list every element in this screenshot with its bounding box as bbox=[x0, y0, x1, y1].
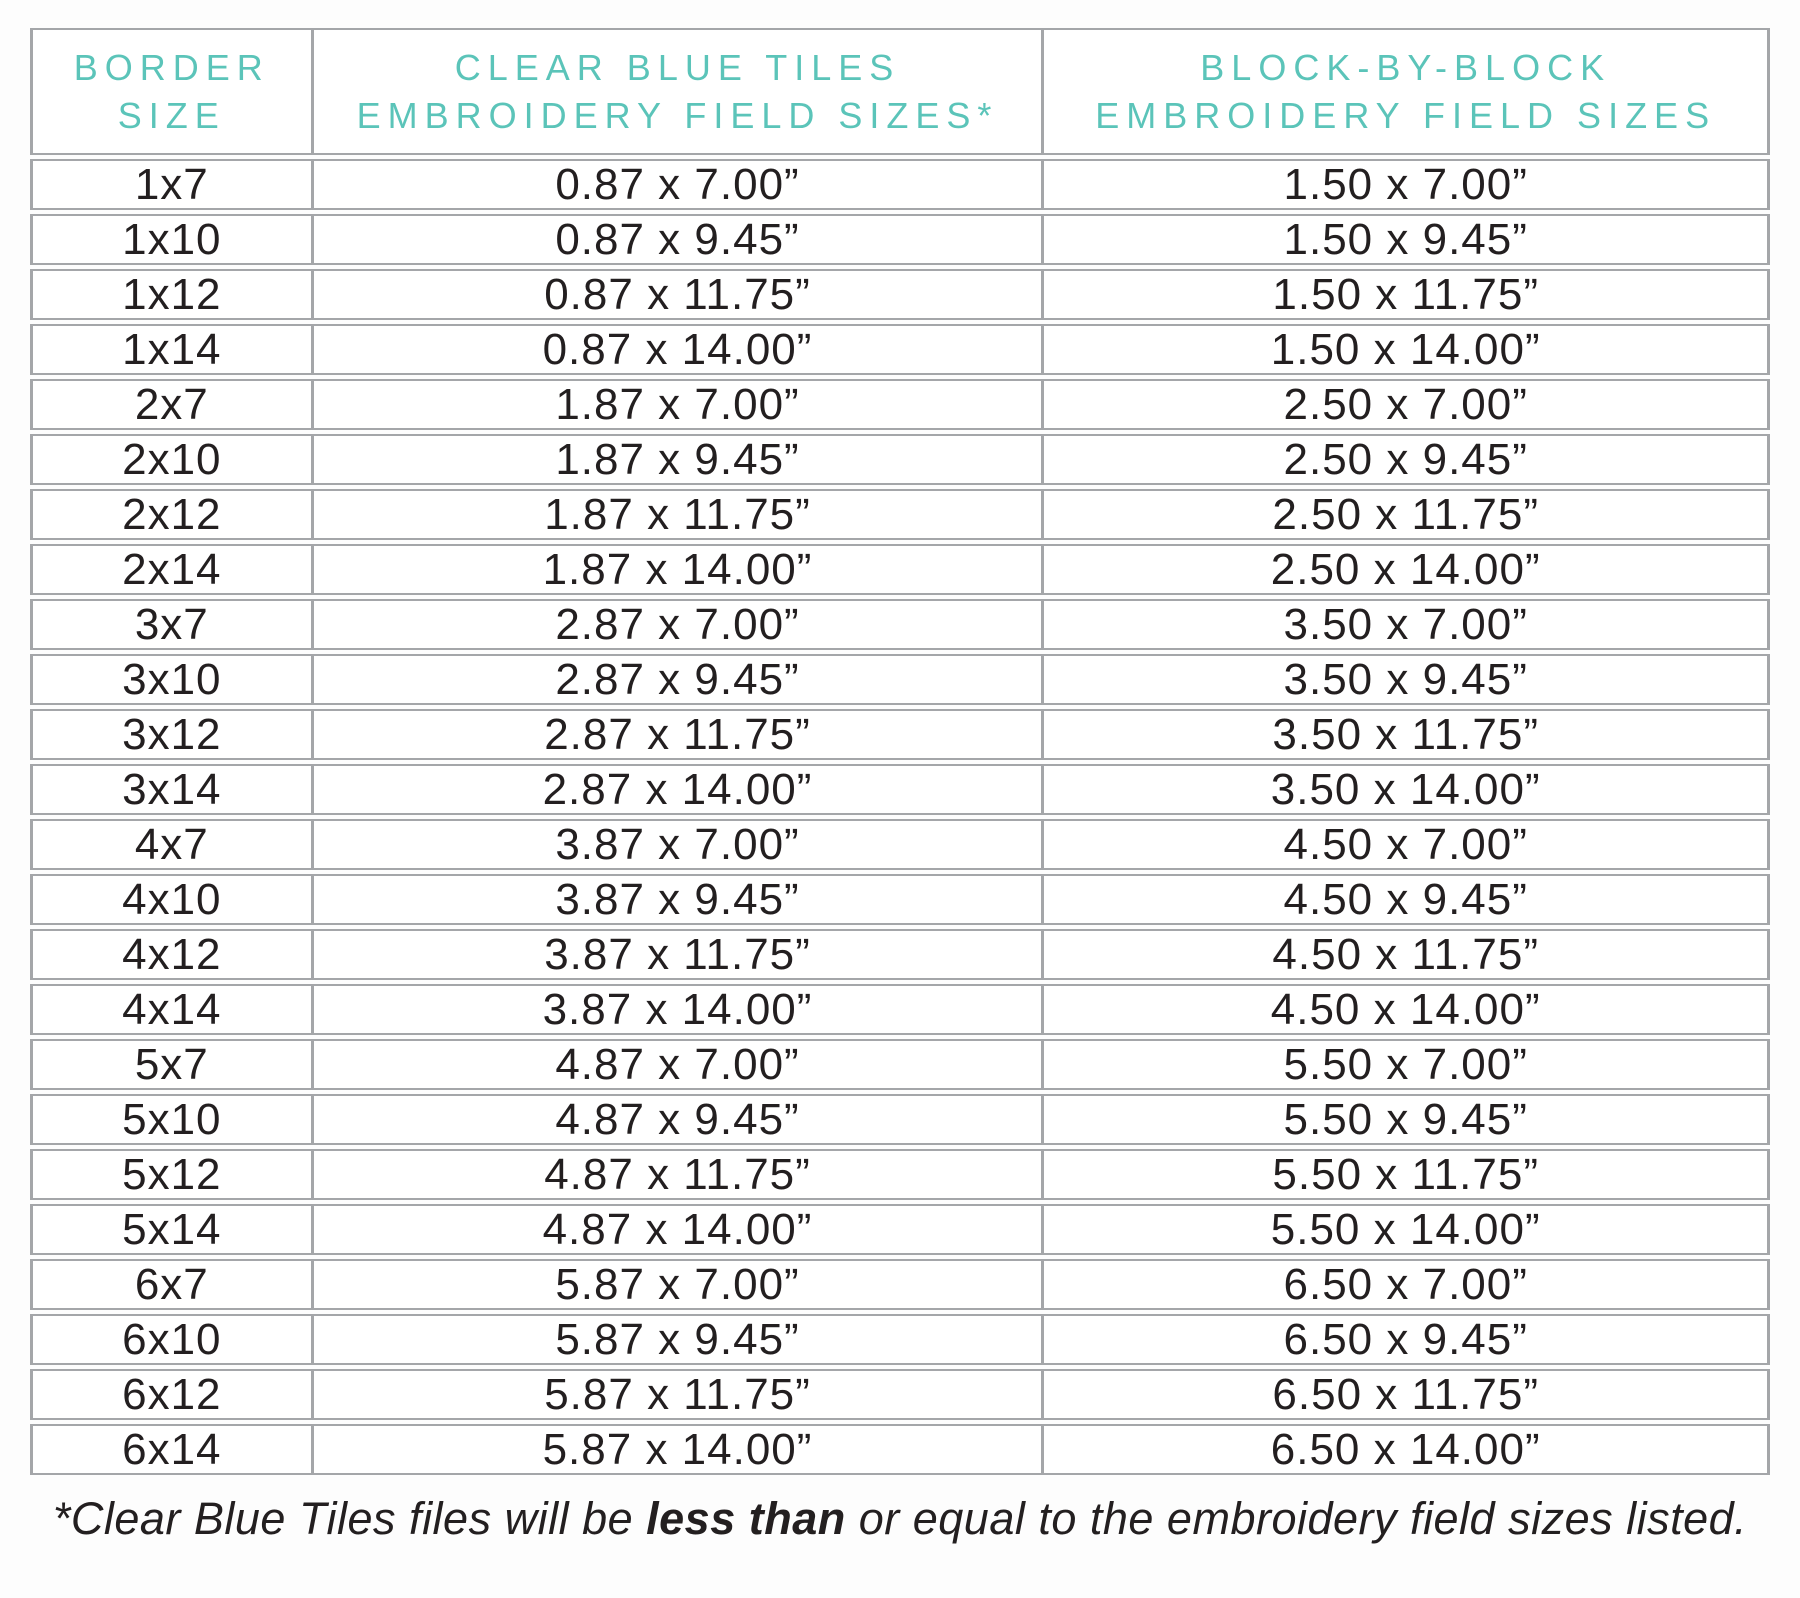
table-row bbox=[30, 929, 1770, 980]
block-by-block-size-cell: 5.50 x 11.75” bbox=[1044, 1149, 1770, 1200]
table-row bbox=[30, 1039, 1770, 1090]
border-size-cell: 2x10 bbox=[30, 434, 314, 485]
border-size-cell: 3x7 bbox=[30, 599, 314, 650]
block-by-block-size-cell: 1.50 x 9.45” bbox=[1044, 214, 1770, 265]
block-by-block-size-cell: 3.50 x 7.00” bbox=[1044, 599, 1770, 650]
table-row bbox=[30, 214, 1770, 265]
border-size-cell: 3x14 bbox=[30, 764, 314, 815]
header-line: SIZE bbox=[117, 94, 226, 136]
header-line: EMBROIDERY FIELD SIZES* bbox=[356, 94, 999, 136]
table-row bbox=[30, 709, 1770, 760]
border-size-cell: 2x7 bbox=[30, 379, 314, 430]
footnote-text: *Clear Blue Tiles files will be bbox=[52, 1493, 647, 1545]
block-by-block-size-cell: 2.50 x 7.00” bbox=[1044, 379, 1770, 430]
size-table-header bbox=[30, 28, 1770, 155]
block-by-block-size-cell: 4.50 x 14.00” bbox=[1044, 984, 1770, 1035]
header-line: BLOCK-BY-BLOCK bbox=[1200, 47, 1612, 88]
col-header-block-by-block bbox=[1044, 28, 1770, 155]
block-by-block-size-cell: 6.50 x 11.75” bbox=[1044, 1369, 1770, 1420]
table-row bbox=[30, 434, 1770, 485]
footnote-emphasis: less than bbox=[646, 1493, 846, 1545]
block-by-block-size-cell: 4.50 x 11.75” bbox=[1044, 929, 1770, 980]
block-by-block-size-cell: 6.50 x 14.00” bbox=[1044, 1424, 1770, 1475]
border-size-cell: 6x14 bbox=[30, 1424, 314, 1475]
footnote bbox=[30, 1493, 1770, 1545]
border-size-cell: 1x7 bbox=[30, 159, 314, 210]
clear-blue-tiles-size-cell: 3.87 x 9.45” bbox=[314, 874, 1045, 925]
border-size-cell: 5x14 bbox=[30, 1204, 314, 1255]
block-by-block-size-cell: 1.50 x 14.00” bbox=[1044, 324, 1770, 375]
clear-blue-tiles-size-cell: 1.87 x 7.00” bbox=[314, 379, 1045, 430]
border-size-cell: 4x7 bbox=[30, 819, 314, 870]
table-row bbox=[30, 379, 1770, 430]
table-row bbox=[30, 159, 1770, 210]
clear-blue-tiles-size-cell: 3.87 x 7.00” bbox=[314, 819, 1045, 870]
embroidery-size-table bbox=[30, 24, 1770, 1479]
table-row bbox=[30, 764, 1770, 815]
table-row bbox=[30, 984, 1770, 1035]
block-by-block-size-cell: 6.50 x 7.00” bbox=[1044, 1259, 1770, 1310]
table-row bbox=[30, 1424, 1770, 1475]
border-size-cell: 1x12 bbox=[30, 269, 314, 320]
block-by-block-size-cell: 5.50 x 9.45” bbox=[1044, 1094, 1770, 1145]
table-row bbox=[30, 599, 1770, 650]
border-size-cell: 1x14 bbox=[30, 324, 314, 375]
clear-blue-tiles-size-cell: 0.87 x 9.45” bbox=[314, 214, 1045, 265]
clear-blue-tiles-size-cell: 4.87 x 11.75” bbox=[314, 1149, 1045, 1200]
col-header-border-size bbox=[30, 28, 314, 155]
block-by-block-size-cell: 2.50 x 9.45” bbox=[1044, 434, 1770, 485]
border-size-cell: 5x7 bbox=[30, 1039, 314, 1090]
table-row bbox=[30, 1094, 1770, 1145]
table-row bbox=[30, 269, 1770, 320]
border-size-cell: 6x7 bbox=[30, 1259, 314, 1310]
clear-blue-tiles-size-cell: 5.87 x 14.00” bbox=[314, 1424, 1045, 1475]
clear-blue-tiles-size-cell: 4.87 x 14.00” bbox=[314, 1204, 1045, 1255]
clear-blue-tiles-size-cell: 0.87 x 14.00” bbox=[314, 324, 1045, 375]
table-row bbox=[30, 819, 1770, 870]
table-row bbox=[30, 1259, 1770, 1310]
clear-blue-tiles-size-cell: 4.87 x 9.45” bbox=[314, 1094, 1045, 1145]
block-by-block-size-cell: 4.50 x 7.00” bbox=[1044, 819, 1770, 870]
clear-blue-tiles-size-cell: 3.87 x 14.00” bbox=[314, 984, 1045, 1035]
table-row bbox=[30, 1149, 1770, 1200]
block-by-block-size-cell: 4.50 x 9.45” bbox=[1044, 874, 1770, 925]
block-by-block-size-cell: 1.50 x 7.00” bbox=[1044, 159, 1770, 210]
table-row bbox=[30, 654, 1770, 705]
block-by-block-size-cell: 2.50 x 14.00” bbox=[1044, 544, 1770, 595]
border-size-cell: 6x12 bbox=[30, 1369, 314, 1420]
clear-blue-tiles-size-cell: 5.87 x 7.00” bbox=[314, 1259, 1045, 1310]
clear-blue-tiles-size-cell: 2.87 x 14.00” bbox=[314, 764, 1045, 815]
footnote-text: or equal to the embroidery field sizes listed. bbox=[845, 1493, 1748, 1545]
block-by-block-size-cell: 3.50 x 9.45” bbox=[1044, 654, 1770, 705]
border-size-cell: 3x10 bbox=[30, 654, 314, 705]
block-by-block-size-cell: 2.50 x 11.75” bbox=[1044, 489, 1770, 540]
table-row bbox=[30, 324, 1770, 375]
border-size-cell: 4x14 bbox=[30, 984, 314, 1035]
border-size-cell: 5x10 bbox=[30, 1094, 314, 1145]
clear-blue-tiles-size-cell: 0.87 x 7.00” bbox=[314, 159, 1045, 210]
header-line: EMBROIDERY FIELD SIZES bbox=[1095, 94, 1717, 136]
header-line: CLEAR BLUE TILES bbox=[454, 47, 901, 88]
clear-blue-tiles-size-cell: 0.87 x 11.75” bbox=[314, 269, 1045, 320]
clear-blue-tiles-size-cell: 1.87 x 9.45” bbox=[314, 434, 1045, 485]
block-by-block-size-cell: 3.50 x 14.00” bbox=[1044, 764, 1770, 815]
border-size-cell: 5x12 bbox=[30, 1149, 314, 1200]
border-size-cell: 4x10 bbox=[30, 874, 314, 925]
clear-blue-tiles-size-cell: 2.87 x 7.00” bbox=[314, 599, 1045, 650]
header-row bbox=[30, 28, 1770, 155]
clear-blue-tiles-size-cell: 1.87 x 11.75” bbox=[314, 489, 1045, 540]
table-row bbox=[30, 489, 1770, 540]
col-header-clear-blue-tiles bbox=[314, 28, 1045, 155]
table-row bbox=[30, 874, 1770, 925]
border-size-cell: 3x12 bbox=[30, 709, 314, 760]
clear-blue-tiles-size-cell: 5.87 x 11.75” bbox=[314, 1369, 1045, 1420]
clear-blue-tiles-size-cell: 5.87 x 9.45” bbox=[314, 1314, 1045, 1365]
clear-blue-tiles-size-cell: 1.87 x 14.00” bbox=[314, 544, 1045, 595]
border-size-cell: 6x10 bbox=[30, 1314, 314, 1365]
border-size-cell: 2x12 bbox=[30, 489, 314, 540]
clear-blue-tiles-size-cell: 3.87 x 11.75” bbox=[314, 929, 1045, 980]
border-size-cell: 4x12 bbox=[30, 929, 314, 980]
header-line: BORDER bbox=[73, 47, 270, 88]
size-table-body bbox=[30, 159, 1770, 1475]
table-row bbox=[30, 1314, 1770, 1365]
block-by-block-size-cell: 5.50 x 14.00” bbox=[1044, 1204, 1770, 1255]
block-by-block-size-cell: 5.50 x 7.00” bbox=[1044, 1039, 1770, 1090]
table-row bbox=[30, 1204, 1770, 1255]
clear-blue-tiles-size-cell: 2.87 x 11.75” bbox=[314, 709, 1045, 760]
border-size-cell: 2x14 bbox=[30, 544, 314, 595]
border-size-cell: 1x10 bbox=[30, 214, 314, 265]
table-row bbox=[30, 1369, 1770, 1420]
block-by-block-size-cell: 1.50 x 11.75” bbox=[1044, 269, 1770, 320]
block-by-block-size-cell: 3.50 x 11.75” bbox=[1044, 709, 1770, 760]
block-by-block-size-cell: 6.50 x 9.45” bbox=[1044, 1314, 1770, 1365]
table-row bbox=[30, 544, 1770, 595]
clear-blue-tiles-size-cell: 2.87 x 9.45” bbox=[314, 654, 1045, 705]
clear-blue-tiles-size-cell: 4.87 x 7.00” bbox=[314, 1039, 1045, 1090]
